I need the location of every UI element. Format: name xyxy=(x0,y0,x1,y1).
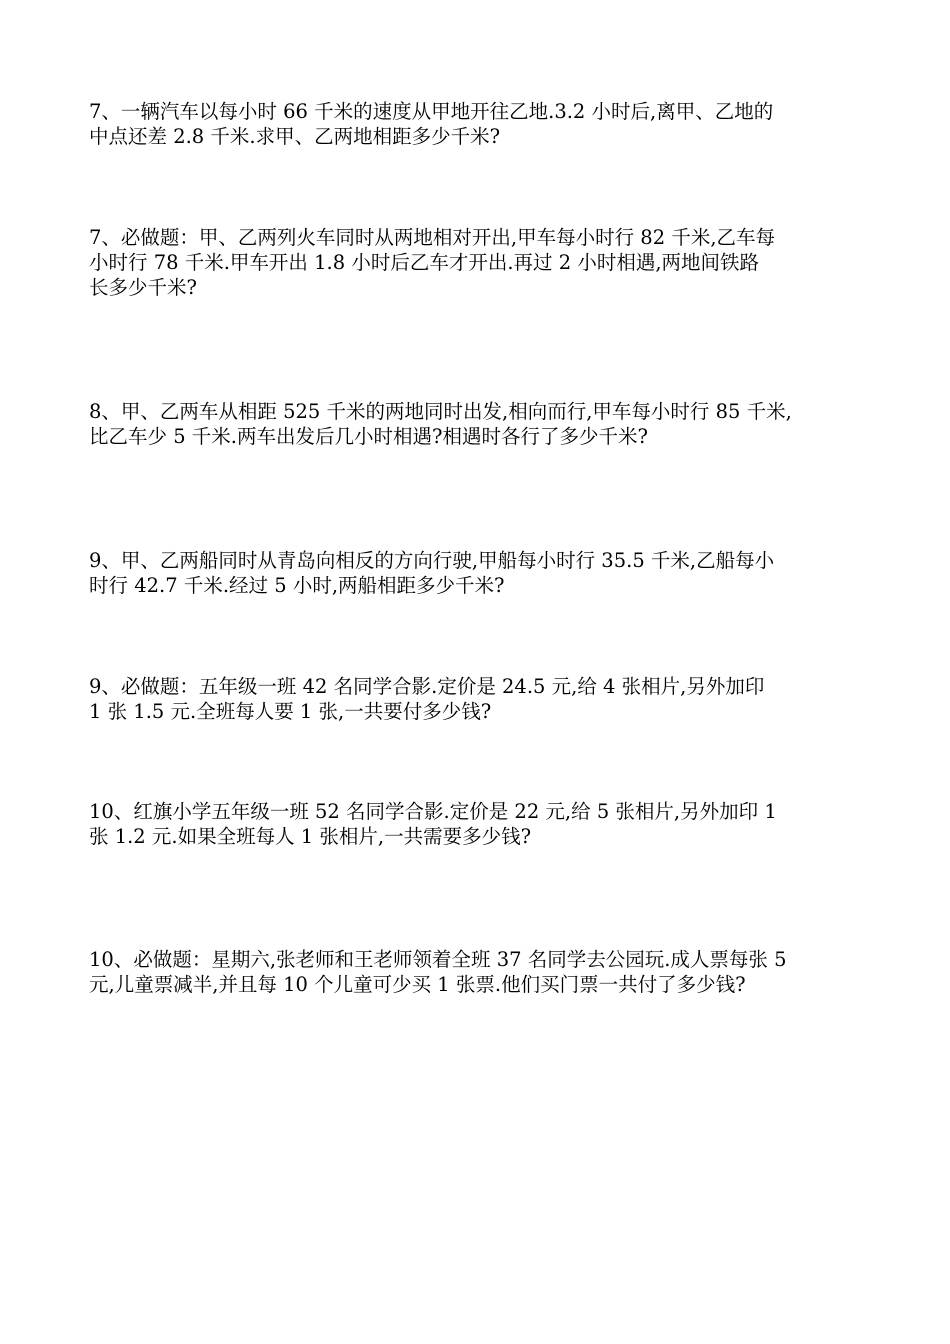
problem-text-line: 小时行 78 千米.甲车开出 1.8 小时后乙车才开出.再过 2 小时相遇,两地间铁路 xyxy=(89,251,760,274)
problem-8-two-cars xyxy=(89,399,869,449)
problem-9-required-group-photo xyxy=(89,674,869,724)
problem-text-line: 8、甲、乙两车从相距 525 千米的两地同时出发,相向而行,甲车每小时行 85 千米, xyxy=(89,400,792,423)
problem-7-required-trains xyxy=(89,225,869,300)
problem-text-line: 时行 42.7 千米.经过 5 小时,两船相距多少千米? xyxy=(89,574,505,597)
problem-7-car-speed xyxy=(89,99,869,149)
problem-text-line: 7、必做题：甲、乙两列火车同时从两地相对开出,甲车每小时行 82 千米,乙车每 xyxy=(89,226,776,249)
problem-text-line: 9、必做题：五年级一班 42 名同学合影.定价是 24.5 元,给 4 张相片,另外加印 xyxy=(89,675,765,698)
problem-10-hongqi-photo xyxy=(89,799,869,849)
problem-text-line: 9、甲、乙两船同时从青岛向相反的方向行驶,甲船每小时行 35.5 千米,乙船每小 xyxy=(89,549,775,572)
problem-10-required-park-tickets xyxy=(89,947,869,997)
problem-text-line: 中点还差 2.8 千米.求甲、乙两地相距多少千米? xyxy=(89,125,501,148)
problem-text-line: 长多少千米? xyxy=(89,276,197,299)
problem-text-line: 张 1.2 元.如果全班每人 1 张相片,一共需要多少钱? xyxy=(89,825,532,848)
problem-text-line: 10、红旗小学五年级一班 52 名同学合影.定价是 22 元,给 5 张相片,另外加印 1 xyxy=(89,800,777,823)
problem-text-line: 比乙车少 5 千米.两车出发后几小时相遇?相遇时各行了多少千米? xyxy=(89,425,648,448)
problem-9-two-ships xyxy=(89,548,869,598)
problem-text-line: 10、必做题：星期六,张老师和王老师领着全班 37 名同学去公园玩.成人票每张 5 xyxy=(89,948,787,971)
problem-text-line: 1 张 1.5 元.全班每人要 1 张,一共要付多少钱? xyxy=(89,700,492,723)
problem-text-line: 元,儿童票减半,并且每 10 个儿童可少买 1 张票.他们买门票一共付了多少钱? xyxy=(89,973,746,996)
problem-text-line: 7、一辆汽车以每小时 66 千米的速度从甲地开往乙地.3.2 小时后,离甲、乙地的 xyxy=(89,100,774,123)
